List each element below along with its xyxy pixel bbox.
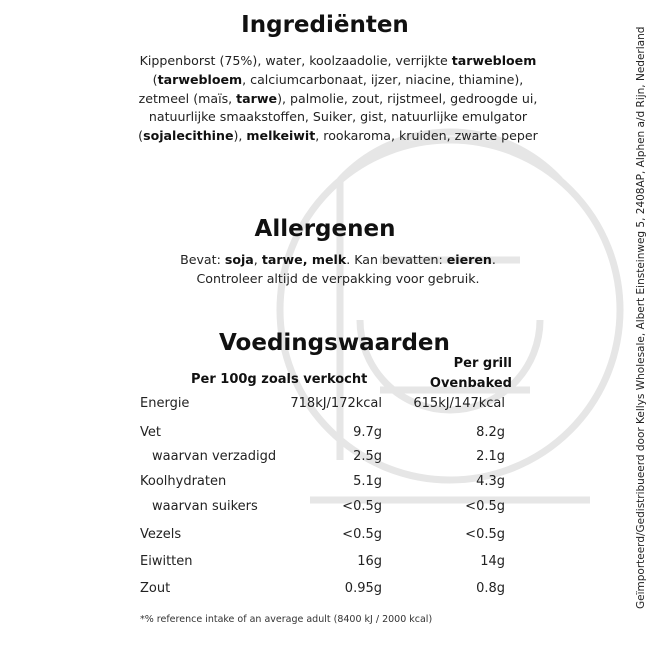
nutrient-name: Zout [140,581,171,596]
column-header-per-100g: Per 100g zoals verkocht [191,372,368,387]
nutrition-row [0,554,650,574]
value-per-grill: <0.5g [465,527,505,542]
text-run: . [491,252,496,267]
importer-address-vertical: Geïmporteerd/Gedistribueerd door Kellys Wholesale, Albert Einsteinweg 5, 2408AP, Alphen a/d Rijn, Nederland [635,26,647,609]
allergen-highlight: eieren [446,252,492,267]
value-per-grill: 4.3g [476,474,505,489]
allergens-contains-line [180,252,496,267]
allergen-highlight: soja [224,252,254,267]
nutrient-name: Vezels [140,527,182,542]
text-run: ( [152,71,158,87]
value-per-grill: <0.5g [465,499,505,514]
value-per-100g: 2.5g [353,449,382,464]
text-run: Bevat: [180,252,225,267]
nutrition-row [0,474,650,494]
value-per-grill: 14g [480,554,505,569]
column-header-grill-line2: Ovenbaked [429,376,512,391]
nutrition-row [0,396,650,416]
value-per-100g: 718kJ/172kcal [290,396,382,411]
text-run: , [253,252,262,267]
text-run: Kippenborst (75%), water, koolzaadolie, verrijkte [139,53,452,68]
nutrition-row [0,527,650,547]
nutrition-row [0,425,650,445]
allergen-highlight: tarwebloem [451,53,537,68]
nutrition-row [0,581,650,601]
value-per-grill: 0.8g [476,581,505,596]
value-per-grill: 615kJ/147kcal [413,396,505,411]
allergen-highlight: tarwe, melk [261,252,347,267]
text-run: , calciumcarbonaat, ijzer, niacine, thiamine), zetmeel (maïs, [138,71,524,106]
text-run: ), [233,128,247,144]
allergen-highlight: melkeiwit [246,128,316,144]
ingredients-text [138,52,538,146]
nutrient-name: Eiwitten [140,554,193,569]
value-per-100g: 16g [357,554,382,569]
allergens-text [138,251,538,289]
allergens-title: Allergenen [254,216,396,242]
text-run: . Kan bevatten: [346,252,447,267]
value-per-100g: 5.1g [353,474,382,489]
allergen-highlight: tarwebloem [157,71,243,87]
allergens-check-line: Controleer altijd de verpakking voor gebruik. [196,270,480,286]
value-per-100g: 0.95g [344,581,382,596]
nutrition-title: Voedingswaarden [219,330,450,356]
value-per-grill: 2.1g [476,449,505,464]
value-per-100g: <0.5g [342,527,382,542]
nutrient-name: waarvan suikers [152,499,258,514]
nutrient-name: Vet [140,425,161,440]
value-per-grill: 8.2g [476,425,505,440]
nutrition-row [0,499,650,519]
column-header-grill-line1: Per grill [453,356,512,371]
ingredients-title: Ingrediënten [241,12,409,38]
nutrient-name: waarvan verzadigd [152,449,277,464]
text-run: , rookaroma, kruiden, zwarte peper [315,128,538,144]
value-per-100g: <0.5g [342,499,382,514]
text-run: ), palmolie, zout, rijstmeel, gedroogde ui, natuurlijke smaakstoffen, Suiker, gist, natuurlijke emulgator ( [138,90,538,144]
nutrient-name: Koolhydraten [140,474,227,489]
reference-intake-footnote: *% reference intake of an average adult (8400 kJ / 2000 kcal) [140,614,433,625]
nutrient-name: Energie [140,396,190,411]
nutrition-row [0,449,650,469]
allergen-highlight: tarwe [236,90,278,106]
allergen-highlight: sojalecithine [143,128,234,144]
value-per-100g: 9.7g [353,425,382,440]
